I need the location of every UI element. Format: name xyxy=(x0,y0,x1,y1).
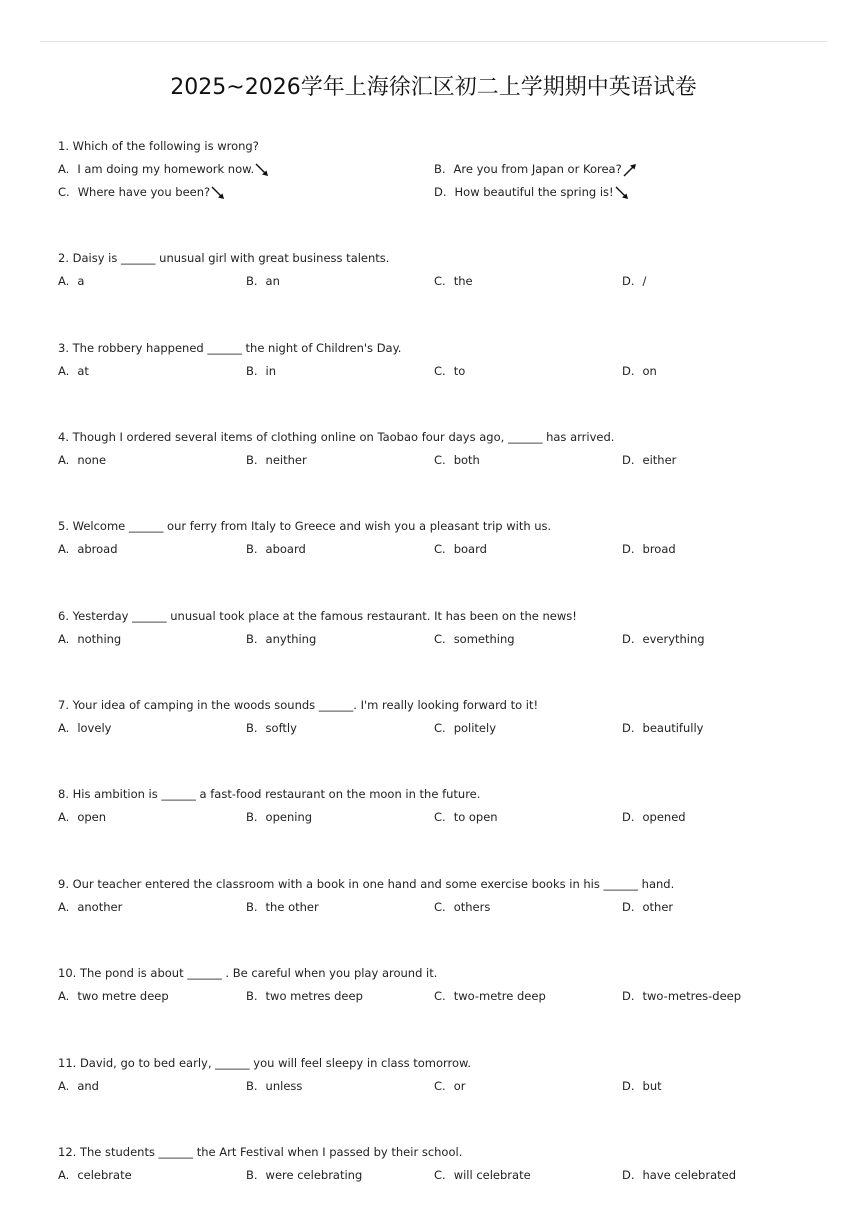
option-text: others xyxy=(453,900,491,914)
option-d[interactable] xyxy=(622,452,676,468)
option-row xyxy=(58,356,838,379)
option-a[interactable] xyxy=(58,452,106,468)
option-d[interactable] xyxy=(622,720,703,736)
option-text: or xyxy=(453,1079,466,1093)
option-text: other xyxy=(642,900,674,914)
header-divider xyxy=(40,41,827,42)
option-letter: D. xyxy=(622,632,635,646)
option-b[interactable] xyxy=(246,452,307,468)
option-text: broad xyxy=(642,542,676,556)
question-stem: 8. His ambition is ______ a fast-food restaurant on the moon in the future. xyxy=(58,787,481,801)
option-text: in xyxy=(265,364,277,378)
option-letter: A. xyxy=(58,274,70,288)
question-stem: 5. Welcome ______ our ferry from Italy to Greece and wish you a pleasant trip with us. xyxy=(58,519,552,533)
option-text: Are you from Japan or Korea? xyxy=(453,162,622,176)
option-text: another xyxy=(77,900,123,914)
option-b[interactable] xyxy=(246,541,306,557)
option-row xyxy=(58,445,838,468)
option-b[interactable] xyxy=(246,1167,362,1183)
option-text: anything xyxy=(265,632,317,646)
question-stem: 2. Daisy is ______ unusual girl with great business talents. xyxy=(58,251,390,265)
option-d[interactable] xyxy=(622,809,686,825)
rising-intonation-arrow-icon xyxy=(623,163,637,177)
option-letter: D. xyxy=(622,989,635,1003)
option-d[interactable] xyxy=(434,184,629,200)
falling-intonation-arrow-icon xyxy=(255,163,269,177)
option-d[interactable] xyxy=(622,273,646,289)
option-c[interactable] xyxy=(434,363,465,379)
option-d[interactable] xyxy=(622,1078,662,1094)
option-text: open xyxy=(77,810,107,824)
option-text: lovely xyxy=(77,721,112,735)
question-stem: 7. Your idea of camping in the woods sounds ______. I'm really looking forward to it! xyxy=(58,698,539,712)
option-letter: C. xyxy=(434,632,446,646)
option-row xyxy=(58,802,838,825)
option-letter: A. xyxy=(58,453,70,467)
question-stem: 1. Which of the following is wrong? xyxy=(58,139,259,153)
option-letter: C. xyxy=(434,453,446,467)
option-d[interactable] xyxy=(622,363,657,379)
option-letter: D. xyxy=(622,810,635,824)
option-letter: D. xyxy=(622,1168,635,1182)
option-text: at xyxy=(77,364,89,378)
option-b[interactable] xyxy=(246,988,363,1004)
option-letter: A. xyxy=(58,162,70,176)
option-c[interactable] xyxy=(434,1078,465,1094)
option-letter: C. xyxy=(434,810,446,824)
option-text: something xyxy=(453,632,515,646)
option-d[interactable] xyxy=(622,631,705,647)
option-text: on xyxy=(642,364,657,378)
option-b[interactable] xyxy=(246,1078,302,1094)
option-letter: B. xyxy=(246,542,258,556)
option-letter: A. xyxy=(58,632,70,646)
option-text: the xyxy=(453,274,473,288)
option-letter: A. xyxy=(58,810,70,824)
option-letter: D. xyxy=(622,364,635,378)
option-text: beautifully xyxy=(642,721,704,735)
question-12 xyxy=(58,1144,838,1183)
option-row xyxy=(58,713,838,736)
option-b[interactable] xyxy=(246,363,276,379)
option-c[interactable] xyxy=(434,631,515,647)
option-row xyxy=(58,892,838,915)
option-text: two metres deep xyxy=(265,989,363,1003)
question-stem: 11. David, go to bed early, ______ you will feel sleepy in class tomorrow. xyxy=(58,1056,472,1070)
option-row xyxy=(58,1071,838,1094)
option-row xyxy=(58,1160,838,1183)
question-5 xyxy=(58,518,838,557)
option-a[interactable] xyxy=(58,720,111,736)
option-text: but xyxy=(642,1079,662,1093)
question-stem: 6. Yesterday ______ unusual took place at the famous restaurant. It has been on the news! xyxy=(58,609,577,623)
option-row xyxy=(58,266,838,289)
question-11 xyxy=(58,1055,838,1094)
option-letter: A. xyxy=(58,900,70,914)
option-d[interactable] xyxy=(622,899,673,915)
option-b[interactable] xyxy=(434,161,637,177)
option-letter: B. xyxy=(246,453,258,467)
option-c[interactable] xyxy=(434,452,480,468)
question-stem: 4. Though I ordered several items of clothing online on Taobao four days ago, ______ has arrived. xyxy=(58,430,615,444)
option-text: neither xyxy=(265,453,307,467)
option-letter: A. xyxy=(58,542,70,556)
option-letter: A. xyxy=(58,989,70,1003)
option-c[interactable] xyxy=(434,988,546,1004)
option-row xyxy=(58,981,838,1004)
option-text: to xyxy=(453,364,466,378)
option-c[interactable] xyxy=(434,809,498,825)
option-text: two-metres-deep xyxy=(642,989,742,1003)
option-a[interactable] xyxy=(58,541,118,557)
option-letter: B. xyxy=(434,162,446,176)
option-c[interactable] xyxy=(434,899,490,915)
option-b[interactable] xyxy=(246,631,316,647)
option-text: either xyxy=(642,453,677,467)
option-text: were celebrating xyxy=(265,1168,363,1182)
option-letter: B. xyxy=(246,721,258,735)
option-c[interactable] xyxy=(434,1167,531,1183)
option-a[interactable] xyxy=(58,1078,99,1094)
option-b[interactable] xyxy=(246,720,297,736)
option-text: softly xyxy=(265,721,297,735)
option-text: a xyxy=(77,274,85,288)
option-d[interactable] xyxy=(622,541,676,557)
option-letter: C. xyxy=(58,185,70,199)
option-letter: B. xyxy=(246,1079,258,1093)
option-text: How beautiful the spring is! xyxy=(454,185,614,199)
option-text: everything xyxy=(642,632,705,646)
option-b[interactable] xyxy=(246,809,312,825)
question-stem: 12. The students ______ the Art Festival when I passed by their school. xyxy=(58,1145,463,1159)
option-c[interactable] xyxy=(434,541,487,557)
option-letter: C. xyxy=(434,721,446,735)
option-letter: C. xyxy=(434,1079,446,1093)
option-text: both xyxy=(453,453,480,467)
option-row xyxy=(58,624,838,647)
option-letter: B. xyxy=(246,900,258,914)
option-a[interactable] xyxy=(58,363,89,379)
option-letter: B. xyxy=(246,632,258,646)
option-text: opening xyxy=(265,810,313,824)
option-letter: C. xyxy=(434,989,446,1003)
option-a[interactable] xyxy=(58,273,84,289)
option-a[interactable] xyxy=(58,988,169,1004)
option-d[interactable] xyxy=(622,1167,736,1183)
option-a[interactable] xyxy=(58,1167,132,1183)
question-stem: 10. The pond is about ______ . Be careful when you play around it. xyxy=(58,966,438,980)
question-1 xyxy=(58,138,838,200)
falling-intonation-arrow-icon xyxy=(615,186,629,200)
option-text: have celebrated xyxy=(642,1168,737,1182)
question-9 xyxy=(58,876,838,915)
question-stem: 3. The robbery happened ______ the night of Children's Day. xyxy=(58,341,402,355)
option-a[interactable] xyxy=(58,899,122,915)
falling-intonation-arrow-icon xyxy=(211,186,225,200)
option-text: aboard xyxy=(265,542,306,556)
option-text: politely xyxy=(453,721,496,735)
option-c[interactable] xyxy=(58,184,225,200)
option-text: unless xyxy=(265,1079,303,1093)
page-title: 2025~2026学年上海徐汇区初二上学期期中英语试卷 xyxy=(170,75,697,100)
option-text: none xyxy=(77,453,107,467)
option-text: celebrate xyxy=(77,1168,132,1182)
option-text: two metre deep xyxy=(77,989,169,1003)
option-text: two-metre deep xyxy=(453,989,546,1003)
question-6 xyxy=(58,608,838,647)
question-3 xyxy=(58,340,838,379)
option-letter: B. xyxy=(246,1168,258,1182)
option-letter: A. xyxy=(58,364,70,378)
option-letter: D. xyxy=(622,900,635,914)
option-letter: C. xyxy=(434,364,446,378)
option-b[interactable] xyxy=(246,899,319,915)
option-c[interactable] xyxy=(434,273,473,289)
question-4 xyxy=(58,429,838,468)
option-b[interactable] xyxy=(246,273,280,289)
option-letter: D. xyxy=(622,721,635,735)
option-letter: B. xyxy=(246,989,258,1003)
option-letter: B. xyxy=(246,810,258,824)
option-c[interactable] xyxy=(434,720,496,736)
option-letter: A. xyxy=(58,721,70,735)
option-letter: D. xyxy=(434,185,447,199)
option-row xyxy=(58,154,838,177)
option-text: will celebrate xyxy=(453,1168,531,1182)
question-2 xyxy=(58,250,838,289)
question-10 xyxy=(58,965,838,1004)
option-letter: D. xyxy=(622,274,635,288)
question-8 xyxy=(58,786,838,825)
question-7 xyxy=(58,697,838,736)
option-a[interactable] xyxy=(58,631,121,647)
option-letter: A. xyxy=(58,1079,70,1093)
option-text: nothing xyxy=(77,632,122,646)
option-letter: C. xyxy=(434,542,446,556)
option-text: / xyxy=(642,274,647,288)
option-text: opened xyxy=(642,810,686,824)
option-text: and xyxy=(77,1079,99,1093)
option-a[interactable] xyxy=(58,161,269,177)
option-letter: D. xyxy=(622,542,635,556)
option-text: the other xyxy=(265,900,319,914)
question-stem: 9. Our teacher entered the classroom with a book in one hand and some exercise books in his ______ hand. xyxy=(58,877,675,891)
option-a[interactable] xyxy=(58,809,106,825)
option-text: abroad xyxy=(77,542,118,556)
option-text: to open xyxy=(453,810,498,824)
option-letter: B. xyxy=(246,364,258,378)
option-d[interactable] xyxy=(622,988,741,1004)
option-letter: D. xyxy=(622,1079,635,1093)
option-text: an xyxy=(265,274,280,288)
option-row xyxy=(58,534,838,557)
option-letter: D. xyxy=(622,453,635,467)
option-letter: B. xyxy=(246,274,258,288)
option-letter: C. xyxy=(434,274,446,288)
option-text: board xyxy=(453,542,487,556)
option-letter: A. xyxy=(58,1168,70,1182)
option-letter: C. xyxy=(434,900,446,914)
option-text: I am doing my homework now. xyxy=(77,162,255,176)
option-text: Where have you been? xyxy=(77,185,211,199)
option-letter: C. xyxy=(434,1168,446,1182)
option-row xyxy=(58,177,838,200)
